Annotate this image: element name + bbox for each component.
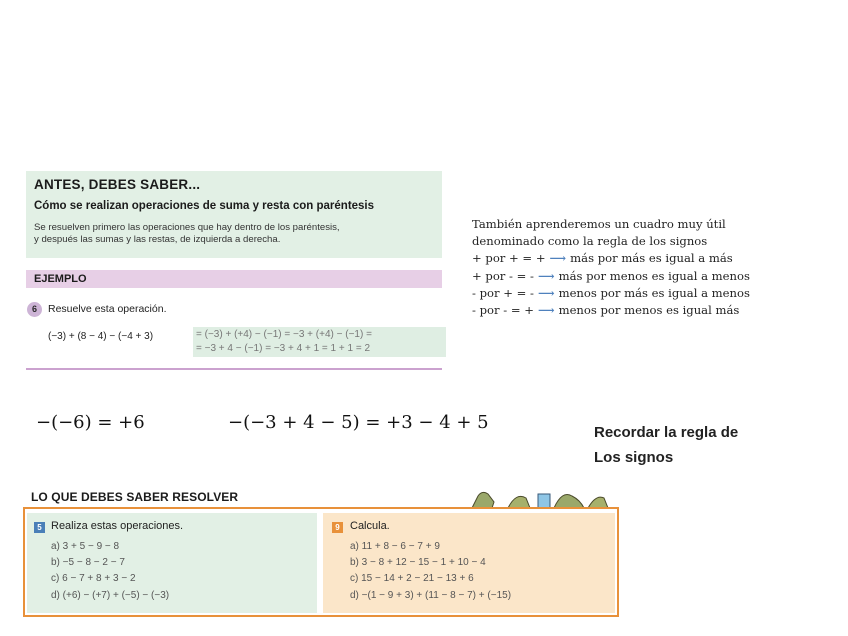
antes-text-line2: y después las sumas y las restas, de izquierda a derecha. [34, 234, 281, 245]
sign-rule-row [472, 285, 842, 302]
exercise-9-title: Calcula. [350, 520, 390, 532]
exercise-item: c) 15 − 14 + 2 − 21 − 13 + 6 [350, 573, 474, 584]
antes-text-line1: Se resuelven primero las operaciones que hay dentro de los paréntesis, [34, 222, 340, 233]
example-number-badge: 6 [27, 302, 42, 317]
equation-1: −(−6) = +6 [36, 412, 145, 433]
section-divider [26, 368, 442, 370]
reminder-line2: Los signos [594, 449, 674, 466]
antes-explanation [34, 222, 434, 246]
reminder-note [594, 420, 738, 470]
exercise-item: b) 3 − 8 + 12 − 15 − 1 + 10 − 4 [350, 557, 486, 568]
sign-rule: + por - = - [472, 268, 534, 283]
exercise-9-badge: 9 [332, 522, 343, 533]
antes-subtitle: Cómo se realizan operaciones de suma y resta con paréntesis [34, 200, 375, 212]
sign-rule: - por + = - [472, 285, 534, 300]
antes-title: ANTES, DEBES SABER... [34, 177, 201, 192]
sign-rule: - por - = + [472, 303, 534, 318]
arrow-right-icon: ⟶ [537, 268, 555, 283]
arrow-right-icon: ⟶ [537, 285, 555, 300]
exercise-item: a) 11 + 8 − 6 − 7 + 9 [350, 541, 440, 552]
exercise-item: a) 3 + 5 − 9 − 8 [51, 541, 120, 552]
note-line1: También aprenderemos un cuadro muy útil [472, 217, 726, 231]
reminder-line1: Recordar la regla de [594, 424, 739, 441]
sign-rule-text: más por más es igual a más [570, 251, 733, 266]
resolver-title: LO QUE DEBES SABER RESOLVER [31, 490, 239, 504]
exercise-item: d) (+6) − (+7) + (−5) − (−3) [51, 590, 170, 601]
ejemplo-bar [26, 270, 442, 288]
exercise-item: d) −(1 − 9 + 3) + (11 − 8 − 7) + (−15) [350, 590, 512, 601]
sign-rule-text: menos por menos es igual más [558, 303, 740, 318]
example-solution-line2: = −3 + 4 − (−1) = −3 + 4 + 1 = 1 + 1 = 2 [196, 343, 371, 354]
exercise-item: b) −5 − 8 − 2 − 7 [51, 557, 125, 568]
signs-rule-note [472, 216, 842, 319]
example-solution-line1: = (−3) + (+4) − (−1) = −3 + (+4) − (−1) = [196, 329, 372, 340]
sign-rule: + por + = + [472, 251, 546, 266]
sign-rule-row [472, 302, 842, 319]
ejemplo-label: EJEMPLO [34, 273, 87, 285]
sign-rule-text: más por menos es igual a menos [558, 268, 750, 283]
cartoon-illustration [468, 490, 612, 508]
sign-rule-text: menos por más es igual a menos [558, 285, 750, 300]
arrow-right-icon: ⟶ [537, 303, 555, 318]
equation-2: −(−3 + 4 − 5) = +3 − 4 + 5 [228, 412, 489, 433]
note-line2: denominado como la regla de los signos [472, 234, 708, 249]
exercise-5-title: Realiza estas operaciones. [51, 520, 184, 532]
exercise-5-badge: 5 [34, 522, 45, 533]
exercise-item: c) 6 − 7 + 8 + 3 − 2 [51, 573, 136, 584]
sign-rule-row [472, 250, 842, 267]
example-instruction: Resuelve esta operación. [48, 303, 167, 315]
arrow-right-icon: ⟶ [549, 251, 567, 266]
sign-rule-row [472, 268, 842, 285]
example-expression: (−3) + (8 − 4) − (−4 + 3) [48, 331, 154, 342]
